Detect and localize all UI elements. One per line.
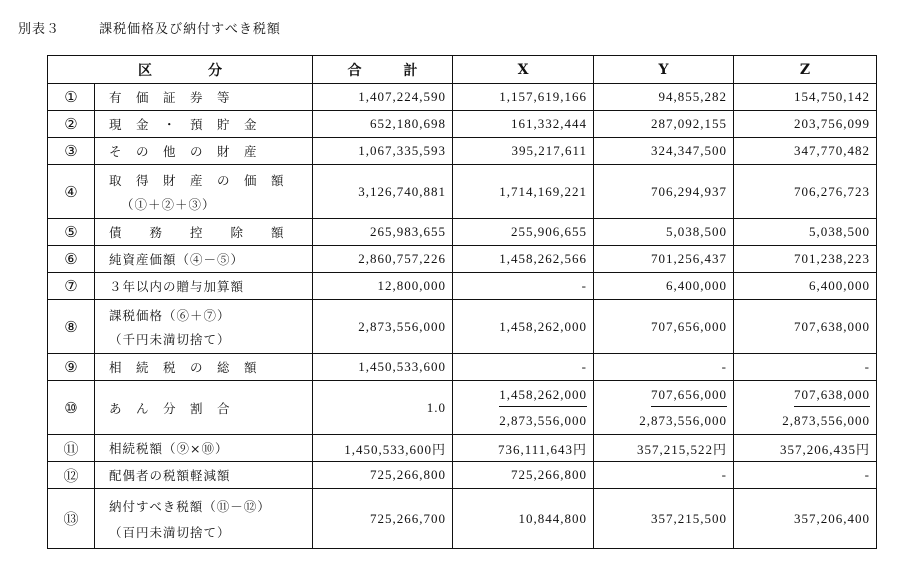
table-row <box>48 300 877 354</box>
row-category: 相 続 税 の 総 額 <box>95 354 313 381</box>
cell-z: 357,206,400 <box>734 489 877 549</box>
cell-z: 6,400,000 <box>734 273 877 300</box>
table-row <box>48 273 877 300</box>
row-category-line1: 課税価格（⑥＋⑦） <box>109 307 231 323</box>
cell-total: 12,800,000 <box>313 273 453 300</box>
cell-total: 3,126,740,881 <box>313 165 453 219</box>
table-row <box>48 165 877 219</box>
cell-y: 5,038,500 <box>594 219 734 246</box>
cell-x: 395,217,611 <box>453 138 594 165</box>
cell-x: - <box>453 354 594 381</box>
cell-z: - <box>734 462 877 489</box>
row-category-line2: （百円未満切捨て） <box>109 524 231 540</box>
cell-x: 1,458,262,000 <box>453 300 594 354</box>
cell-y: 94,855,282 <box>594 84 734 111</box>
row-category: そ の 他 の 財 産 <box>95 138 313 165</box>
fraction-denominator: 2,873,556,000 <box>782 412 870 428</box>
row-category-line2: （①＋②＋③） <box>121 196 216 212</box>
fraction-denominator: 2,873,556,000 <box>499 412 587 428</box>
cell-total: 725,266,800 <box>313 462 453 489</box>
table-row <box>48 219 877 246</box>
cell-x: 1,458,262,566 <box>453 246 594 273</box>
row-category: ３年以内の贈与加算額 <box>95 273 313 300</box>
row-number: ② <box>48 111 95 138</box>
cell-y: 707,656,000 <box>594 300 734 354</box>
table-row <box>48 489 877 549</box>
cell-y: 706,294,937 <box>594 165 734 219</box>
row-number: ③ <box>48 138 95 165</box>
row-number: ⑬ <box>48 489 95 549</box>
cell-x: 1,157,619,166 <box>453 84 594 111</box>
cell-total: 1.0 <box>313 381 453 435</box>
row-number: ① <box>48 84 95 111</box>
row-number: ⑧ <box>48 300 95 354</box>
row-number: ⑫ <box>48 462 95 489</box>
table-caption <box>18 18 281 37</box>
row-category-line1: 取 得 財 産 の 価 額 <box>109 172 285 188</box>
table-row <box>48 138 877 165</box>
row-number: ⑨ <box>48 354 95 381</box>
header-x: X <box>453 56 594 84</box>
cell-z: 357,206,435円 <box>734 435 877 462</box>
cell-total: 1,450,533,600 <box>313 354 453 381</box>
row-number: ⑪ <box>48 435 95 462</box>
cell-z: 706,276,723 <box>734 165 877 219</box>
cell-y: 701,256,437 <box>594 246 734 273</box>
row-category <box>95 300 313 354</box>
table-row <box>48 462 877 489</box>
row-category: 有 価 証 券 等 <box>95 84 313 111</box>
cell-x: 255,906,655 <box>453 219 594 246</box>
cell-z: 203,756,099 <box>734 111 877 138</box>
fraction-numerator: 707,638,000 <box>794 384 870 407</box>
cell-x: 10,844,800 <box>453 489 594 549</box>
cell-z: - <box>734 354 877 381</box>
cell-total: 1,407,224,590 <box>313 84 453 111</box>
row-category: 配偶者の税額軽減額 <box>95 462 313 489</box>
appendix-label: 別表３ <box>18 22 61 37</box>
row-category: 債 務 控 除 額 <box>95 219 313 246</box>
cell-y: - <box>594 354 734 381</box>
row-category-line2: （千円未満切捨て） <box>109 331 231 347</box>
cell-x-fraction <box>453 381 594 435</box>
cell-z: 347,770,482 <box>734 138 877 165</box>
row-number: ⑩ <box>48 381 95 435</box>
row-category <box>95 165 313 219</box>
row-number: ⑤ <box>48 219 95 246</box>
cell-y: 6,400,000 <box>594 273 734 300</box>
table-row <box>48 246 877 273</box>
row-category-line1: 納付すべき税額（⑪－⑫） <box>109 498 271 514</box>
row-category: 相続税額（⑨×⑩） <box>95 435 313 462</box>
header-y: Y <box>594 56 734 84</box>
table-row <box>48 381 877 435</box>
fraction-numerator: 707,656,000 <box>651 384 727 407</box>
cell-z: 701,238,223 <box>734 246 877 273</box>
cell-y: 357,215,522円 <box>594 435 734 462</box>
row-category: あ ん 分 割 合 <box>95 381 313 435</box>
cell-y: - <box>594 462 734 489</box>
cell-y: 357,215,500 <box>594 489 734 549</box>
cell-total: 2,860,757,226 <box>313 246 453 273</box>
header-row <box>48 56 877 84</box>
row-category <box>95 489 313 549</box>
cell-total: 725,266,700 <box>313 489 453 549</box>
tax-table <box>47 55 877 549</box>
header-z: Z <box>734 56 877 84</box>
cell-z: 707,638,000 <box>734 300 877 354</box>
fraction-denominator: 2,873,556,000 <box>639 412 727 428</box>
row-category: 現 金 ・ 預 貯 金 <box>95 111 313 138</box>
table-row <box>48 435 877 462</box>
row-number: ④ <box>48 165 95 219</box>
cell-x: 725,266,800 <box>453 462 594 489</box>
cell-x: 736,111,643円 <box>453 435 594 462</box>
cell-total: 1,067,335,593 <box>313 138 453 165</box>
fraction-numerator: 1,458,262,000 <box>499 384 587 407</box>
table-row <box>48 354 877 381</box>
cell-y: 287,092,155 <box>594 111 734 138</box>
row-number: ⑦ <box>48 273 95 300</box>
cell-z: 154,750,142 <box>734 84 877 111</box>
cell-z-fraction <box>734 381 877 435</box>
table-title: 課税価格及び納付すべき税額 <box>99 22 281 37</box>
cell-x: 161,332,444 <box>453 111 594 138</box>
cell-x: - <box>453 273 594 300</box>
cell-total: 652,180,698 <box>313 111 453 138</box>
header-total: 合 計 <box>313 56 453 84</box>
cell-total: 265,983,655 <box>313 219 453 246</box>
cell-total: 1,450,533,600円 <box>313 435 453 462</box>
cell-y: 324,347,500 <box>594 138 734 165</box>
table-row <box>48 111 877 138</box>
cell-y-fraction <box>594 381 734 435</box>
cell-total: 2,873,556,000 <box>313 300 453 354</box>
table-row <box>48 84 877 111</box>
cell-z: 5,038,500 <box>734 219 877 246</box>
row-number: ⑥ <box>48 246 95 273</box>
row-category: 純資産価額（④－⑤） <box>95 246 313 273</box>
header-category: 区 分 <box>48 56 313 84</box>
cell-x: 1,714,169,221 <box>453 165 594 219</box>
